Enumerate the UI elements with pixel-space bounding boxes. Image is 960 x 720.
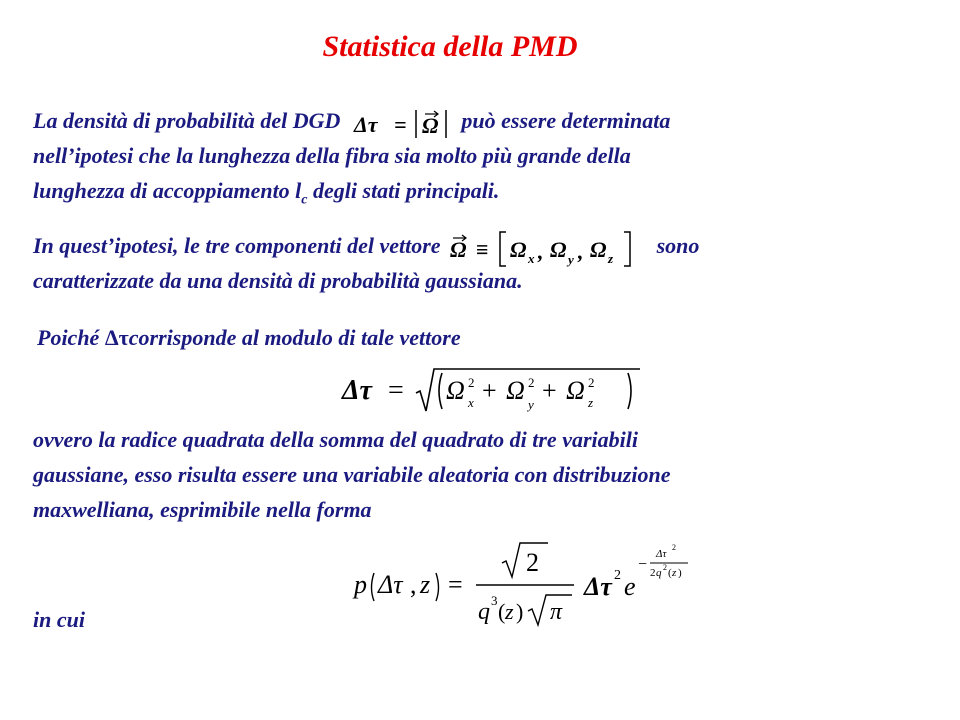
svg-text:3: 3	[491, 593, 498, 608]
svg-text:+: +	[482, 376, 497, 405]
svg-text:Ω: Ω	[510, 236, 527, 262]
dgd-inline-formula	[346, 104, 456, 138]
svg-text:y: y	[528, 397, 534, 412]
svg-text:Δτ: Δτ	[378, 570, 403, 599]
svg-text:2: 2	[650, 567, 656, 579]
paragraph-dgd	[33, 103, 933, 217]
svg-text:+: +	[542, 376, 557, 405]
modulus-equation	[340, 365, 650, 420]
p1-line3b: degli stati principali.	[307, 178, 500, 203]
svg-text:=: =	[388, 375, 404, 406]
paragraph-vector	[33, 228, 933, 298]
svg-text:x: x	[528, 250, 535, 266]
p5-text: in cui	[33, 607, 85, 632]
p1-sub-c: c	[301, 192, 308, 208]
svg-text:2: 2	[663, 563, 667, 572]
svg-text:π: π	[550, 599, 563, 625]
svg-text:−: −	[638, 556, 648, 573]
p3-delta-tau: Δτ	[104, 325, 129, 350]
svg-text:Ω: Ω	[550, 236, 567, 262]
svg-text:=: =	[448, 570, 463, 599]
p4-line1: ovvero la radice quadrata della somma del quadrato di tre variabili	[33, 427, 638, 452]
svg-text:z: z	[588, 395, 594, 410]
p2-text-b: sono	[656, 233, 700, 258]
svg-text:Δτ: Δτ	[584, 572, 612, 601]
svg-text:q: q	[478, 599, 490, 625]
svg-text:(: (	[668, 567, 672, 579]
svg-text:2: 2	[528, 375, 535, 390]
p3-text-a: Poiché	[37, 325, 100, 350]
svg-text:Ω: Ω	[421, 112, 439, 138]
p1-text-b: può essere determinata	[461, 108, 671, 133]
svg-text:,: ,	[578, 238, 584, 264]
svg-text:2: 2	[588, 375, 595, 390]
svg-text:2: 2	[526, 548, 539, 577]
svg-text:(: (	[498, 599, 506, 624]
svg-text:): )	[516, 599, 524, 624]
svg-text:z: z	[672, 567, 677, 579]
svg-text:y: y	[568, 251, 574, 267]
svg-text:,: ,	[538, 238, 544, 264]
svg-text:2: 2	[614, 568, 621, 583]
svg-text:z: z	[505, 599, 514, 624]
svg-text:z: z	[420, 570, 431, 599]
slide-title: Statistica della PMD	[322, 30, 578, 63]
paragraph-poiche	[37, 320, 937, 355]
svg-text:Ω: Ω	[450, 236, 467, 262]
svg-text:e: e	[624, 572, 636, 601]
svg-text:p: p	[354, 570, 367, 599]
svg-text:Ω: Ω	[566, 376, 585, 405]
svg-text:Δτ: Δτ	[353, 111, 378, 137]
paragraph-maxwell	[33, 422, 933, 527]
svg-text:): )	[678, 567, 682, 579]
svg-text:z: z	[608, 250, 614, 266]
svg-text:2: 2	[468, 375, 475, 390]
vector-inline-formula	[446, 229, 651, 267]
svg-text:Δτ: Δτ	[656, 548, 667, 560]
p4-line2: gaussiane, esso risulta essere una variabile aleatoria con distribuzione	[33, 462, 671, 487]
svg-text:Ω: Ω	[446, 376, 465, 405]
p1-line3a: lunghezza di accoppiamento l	[33, 178, 302, 203]
p4-line3: maxwelliana, esprimibile nella forma	[33, 497, 372, 522]
svg-text:Ω: Ω	[590, 236, 607, 262]
svg-text:=: =	[393, 111, 407, 137]
p2-line2: caratterizzate da una densità di probabilità gaussiana.	[33, 268, 523, 293]
p1-line2: nell’ipotesi che la lunghezza della fibra sia molto più grande della	[33, 143, 631, 168]
svg-text:Ω: Ω	[506, 376, 525, 405]
p2-text-a: In quest’ipotesi, le tre componenti del vettore	[33, 233, 441, 258]
p1-text-a: La densità di probabilità del DGD	[33, 108, 341, 133]
paragraph-in-cui	[33, 602, 933, 637]
svg-text:Δτ: Δτ	[342, 375, 372, 406]
p3-text-b: corrisponde al modulo di tale vettore	[128, 325, 461, 350]
svg-text:x: x	[468, 395, 474, 410]
svg-text:q: q	[656, 567, 662, 579]
svg-text:≡: ≡	[476, 236, 489, 262]
svg-text:2: 2	[672, 543, 676, 552]
svg-text:,: ,	[410, 570, 417, 599]
